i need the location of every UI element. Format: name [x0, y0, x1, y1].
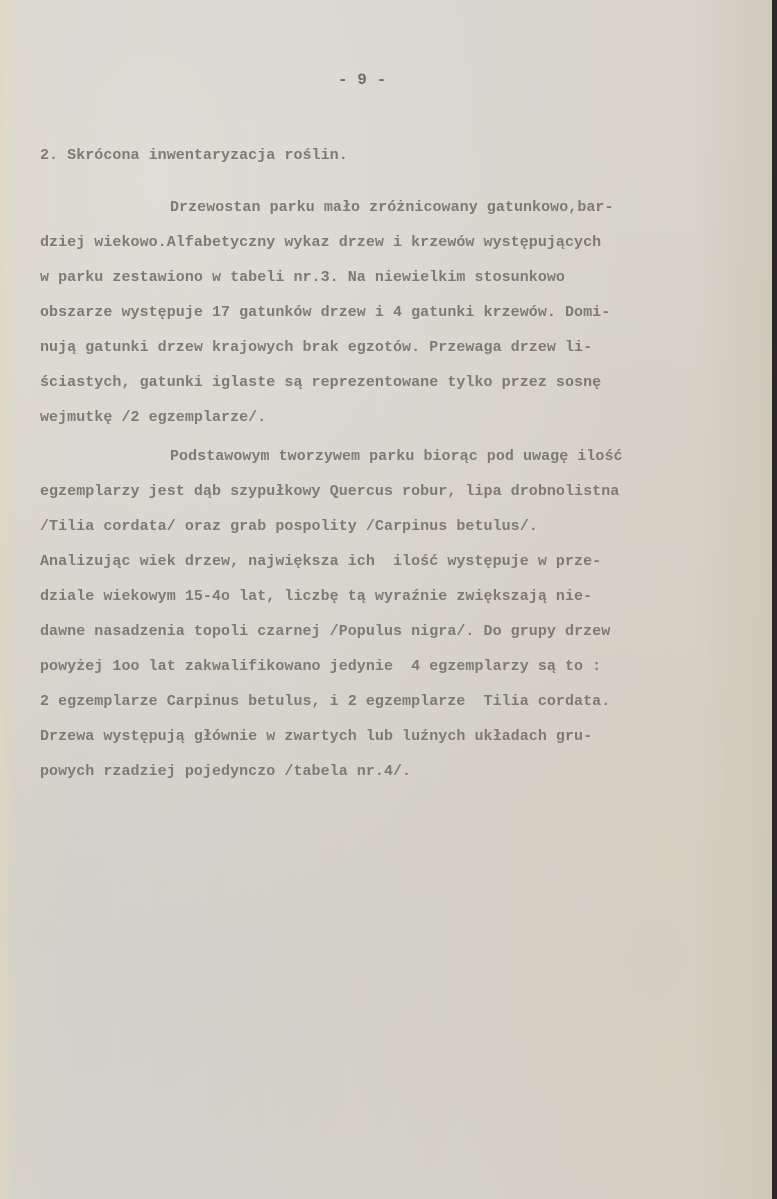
paragraph-2-line-6: dawne nasadzenia topoli czarnej /Populus nigra/. Do grupy drzew — [40, 623, 611, 640]
paragraph-1-line-5: nują gatunki drzew krajowych brak egzotów. Przewaga drzew li- — [40, 339, 593, 356]
paragraph-2-line-7: powyżej 1oo lat zakwalifikowano jedynie 4 egzemplarzy są to : — [40, 658, 602, 675]
paragraph-1-line-7: wejmutkę /2 egzemplarze/. — [40, 409, 267, 426]
paragraph-1-line-4: obszarze występuje 17 gatunków drzew i 4 gatunki krzewów. Domi- — [40, 304, 611, 321]
paragraph-2-line-5: dziale wiekowym 15-4o lat, liczbę tą wyraźnie zwiększają nie- — [40, 588, 593, 605]
paragraph-2-line-10: powych rzadziej pojedynczo /tabela nr.4/. — [40, 763, 412, 780]
page-number: - 9 - — [338, 71, 387, 89]
paragraph-1-line-1: Drzewostan parku mało zróżnicowany gatunkowo,bar- — [170, 199, 614, 216]
paragraph-2-line-2: egzemplarzy jest dąb szypułkowy Quercus robur, lipa drobnolistna — [40, 483, 620, 500]
paragraph-1-line-6: ściastych, gatunki iglaste są reprezentowane tylko przez sosnę — [40, 374, 602, 391]
paragraph-1-line-3: w parku zestawiono w tabeli nr.3. Na niewielkim stosunkowo — [40, 269, 565, 286]
section-heading: 2. Skrócona inwentaryzacja roślin. — [40, 147, 348, 164]
paragraph-2-line-8: 2 egzemplarze Carpinus betulus, i 2 egzemplarze Tilia cordata. — [40, 693, 611, 710]
paragraph-2-line-1: Podstawowym tworzywem parku biorąc pod uwagę ilość — [170, 448, 623, 465]
paragraph-2-line-3: /Tilia cordata/ oraz grab pospolity /Carpinus betulus/. — [40, 518, 538, 535]
paragraph-2-line-9: Drzewa występują głównie w zwartych lub luźnych układach gru- — [40, 728, 593, 745]
paragraph-2-line-4: Analizując wiek drzew, największa ich ilość występuje w prze- — [40, 553, 602, 570]
paragraph-1-line-2: dziej wiekowo.Alfabetyczny wykaz drzew i krzewów występujących — [40, 234, 602, 251]
